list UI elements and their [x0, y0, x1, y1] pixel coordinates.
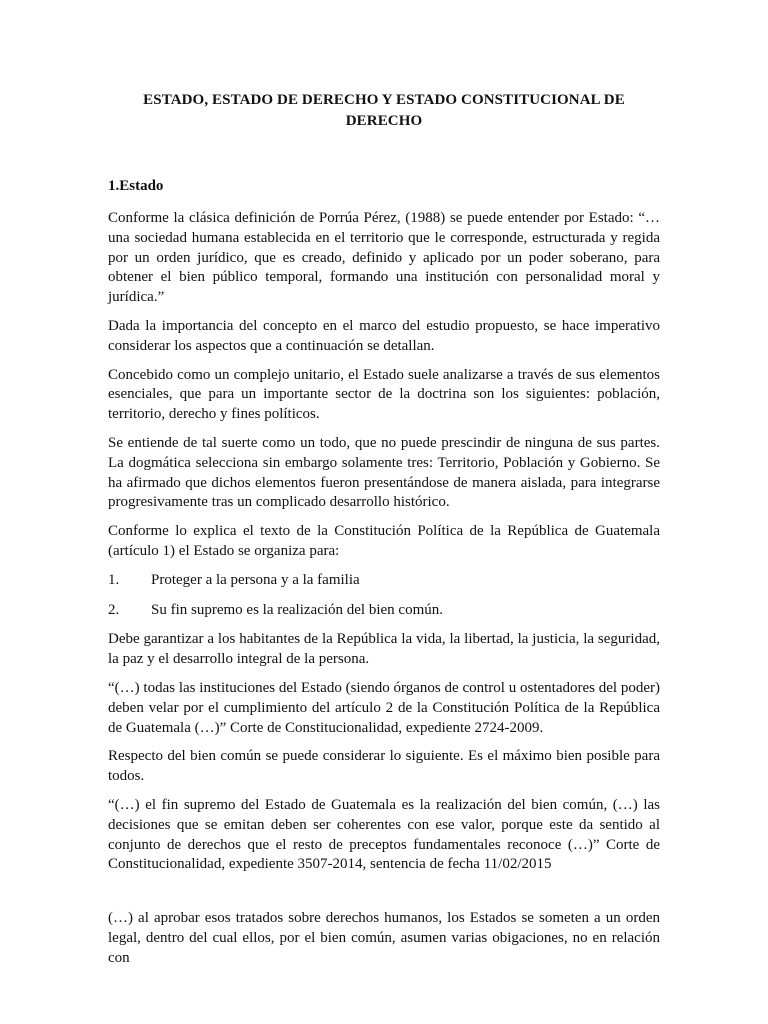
paragraph: Dada la importancia del concepto en el marco del estudio propuesto, se hace imperativo considerar los aspectos que a continuación se detallan. — [108, 317, 660, 354]
list-number: 1. — [108, 571, 120, 588]
document-title: ESTADO, ESTADO DE DERECHO Y ESTADO CONSTITUCIONAL DE DERECHO — [143, 92, 625, 129]
blank-line — [108, 884, 660, 909]
list-item — [108, 571, 660, 591]
paragraph: Respecto del bien común se puede considerar lo siguiente. Es el máximo bien posible para todos. — [108, 748, 660, 785]
paragraph: Concebido como un complejo unitario, el Estado suele analizarse a través de sus elementos esenciales, que para un importante sector de la doctrina son los siguientes: población, territorio, derecho y fines políticos. — [108, 366, 660, 423]
list-item — [108, 601, 660, 621]
section-heading: 1.Estado — [108, 178, 164, 194]
paragraph: Conforme lo explica el texto de la Constitución Política de la República de Guatemala (artículo 1) el Estado se organiza para: — [108, 523, 660, 559]
paragraph: Debe garantizar a los habitantes de la República la vida, la libertad, la justicia, la seguridad, la paz y el desarrollo integral de la persona. — [108, 631, 660, 668]
list-text: Su fin supremo es la realización del bien común. — [151, 601, 443, 618]
paragraph: Conforme la clásica definición de Porrúa Pérez, (1988) se puede entender por Estado: “…una sociedad humana establecida en el territorio que le corresponde, estructurada y regida por un orden jurídico, que es creado, definido y aplicado por un poder soberano, para obtener el bien público temporal, formando una institución con personalidad moral y jurídica.” — [108, 210, 660, 306]
paragraph: Se entiende de tal suerte como un todo, que no puede prescindir de ninguna de sus partes. La dogmática selecciona sin embargo solamente tres: Territorio, Población y Gobierno. Se ha afirmado que dichos elementos fueron presentándose de manera aislada, para integrarse progresivamente tras un complicado desarrollo histórico. — [108, 434, 660, 511]
quote-paragraph: “(…) el fin supremo del Estado de Guatemala es la realización del bien común, (…) las decisiones que se emitan deben ser coherentes con ese valor, porque este da sentido al conjunto de derechos que el resto de preceptos fundamentales reconoce (…)” Corte de Constitucionalidad, expediente 3507-2014, sentencia de fecha 11/02/2015 — [108, 796, 660, 873]
quote-paragraph: “(…) todas las instituciones del Estado (siendo órganos de control u ostentadores del poder) deben velar por el cumplimiento del artículo 2 de la Constitución Política de la República de Guatemala (…)” Corte de Constitucionalidad, expediente 2724-2009. — [108, 679, 660, 736]
paragraph: (…) al aprobar esos tratados sobre derechos humanos, los Estados se someten a un orden legal, dentro del cual ellos, por el bien común, asumen varias obigaciones, no en relación con — [108, 910, 660, 966]
list-text: Proteger a la persona y a la familia — [151, 571, 360, 588]
list-number: 2. — [108, 601, 120, 618]
